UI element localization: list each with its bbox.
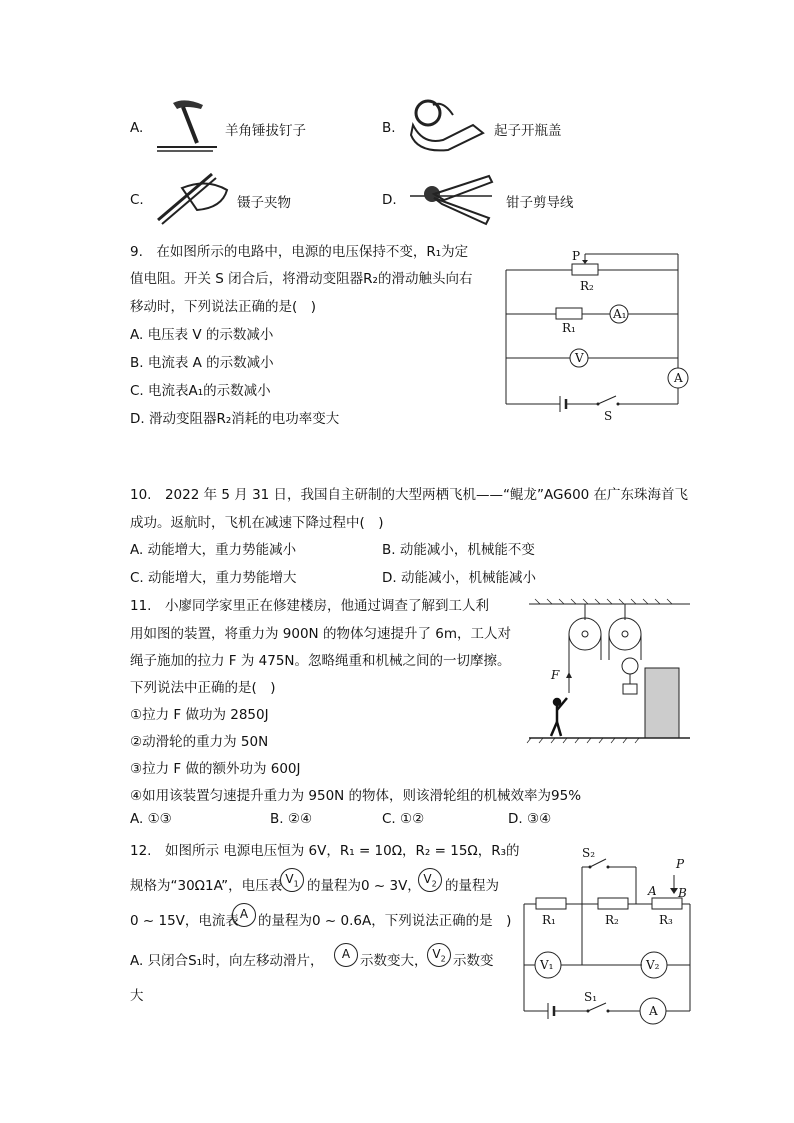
voltmeter-v2-icon-2: $V_2$ bbox=[427, 943, 451, 967]
q9-label-p: P bbox=[572, 249, 581, 263]
q9-label-a1: A₁ bbox=[613, 307, 627, 321]
q12-option-a-part3: 示数变 bbox=[453, 953, 494, 969]
q9-label-a: A bbox=[674, 371, 683, 385]
q9-stem-line2: 值电阻。开关 S 闭合后，将滑动变阻器R₂的滑动触头向右 bbox=[130, 271, 473, 287]
q10-stem-line1: 10. 2022 年 5 月 31 日，我国自主研制的大型两栖飞机——“鲲龙”AG600 在广东珠海首飞 bbox=[130, 487, 689, 503]
q12-label-p: P bbox=[676, 857, 685, 871]
q12-label-r3: R₃ bbox=[659, 913, 673, 927]
q11-statement-4: ④如用该装置匀速提升重力为 950N 的物体，则该滑轮组的机械效率为95% bbox=[130, 788, 582, 804]
hammer-image bbox=[155, 95, 230, 155]
q11-stem-line2: 用如图的装置，将重力为 900N 的物体匀速提升了 6m，工人对 bbox=[130, 626, 511, 642]
q9-label-v: V bbox=[575, 351, 584, 365]
q12-stem-line2-part2: 的量程为0 ~ 3V， bbox=[307, 878, 421, 894]
q11-option-c: C. ①② bbox=[382, 811, 425, 827]
q10-option-a: A. 动能增大，重力势能减小 bbox=[130, 542, 297, 558]
q12-stem-line1: 12. 如图所示 电源电压恒为 6V，R₁ = 10Ω，R₂ = 15Ω，R₃的 bbox=[130, 843, 520, 859]
pliers-image bbox=[404, 168, 499, 233]
q11-stem-line1: 11. 小廖同学家里正在修建楼房，他通过调查了解到工人利 bbox=[130, 598, 489, 614]
bottle-opener-image bbox=[403, 95, 493, 155]
q9-circuit-diagram bbox=[500, 248, 685, 423]
q9-option-d: D. 滑动变阻器R₂消耗的电功率变大 bbox=[130, 411, 340, 427]
q10-stem-line2: 成功。返航时，飞机在减速下降过程中( ) bbox=[130, 515, 384, 531]
q9-label-r2: R₂ bbox=[580, 279, 594, 293]
ammeter-a-icon-2: A bbox=[334, 943, 358, 967]
q11-statement-1: ①拉力 F 做功为 2850J bbox=[130, 707, 269, 723]
q10-option-d: D. 动能减小，机械能减小 bbox=[382, 570, 536, 586]
q9-option-c: C. 电流表A₁的示数减小 bbox=[130, 383, 271, 399]
q12-label-a: A bbox=[648, 884, 657, 898]
q12-label-v1: V₁ bbox=[540, 958, 554, 972]
q8-option-d-letter: D. bbox=[382, 192, 397, 208]
q8-option-b-text: 起子开瓶盖 bbox=[494, 123, 562, 139]
q8-option-a-letter: A. bbox=[130, 120, 144, 136]
q9-stem-line1: 9. 在如图所示的电路中，电源的电压保持不变，R₁为定 bbox=[130, 244, 469, 260]
q9-label-r1: R₁ bbox=[562, 321, 576, 335]
q11-option-a: A. ①③ bbox=[130, 811, 172, 827]
tweezers-image bbox=[152, 168, 237, 228]
q8-option-a-text: 羊角锤拔钉子 bbox=[225, 123, 306, 139]
q12-option-a-part4: 大 bbox=[130, 988, 144, 1004]
voltmeter-v1-icon: $V_1$ bbox=[280, 868, 304, 892]
q12-stem-line3-part2: 的量程为0 ~ 0.6A，下列说法正确的是 ) bbox=[258, 913, 512, 929]
q10-option-c: C. 动能增大，重力势能增大 bbox=[130, 570, 297, 586]
q11-label-f: F bbox=[551, 668, 560, 682]
q12-stem-line2-part1: 规格为“30Ω1A”，电压表 bbox=[130, 878, 283, 894]
q11-statement-2: ②动滑轮的重力为 50N bbox=[130, 734, 269, 750]
q12-label-b: B bbox=[678, 886, 687, 900]
q11-statement-3: ③拉力 F 做的额外功为 600J bbox=[130, 761, 301, 777]
q12-label-v2: V₂ bbox=[646, 958, 660, 972]
q8-option-d-text: 钳子剪导线 bbox=[506, 195, 574, 211]
q12-label-ammeter: A bbox=[649, 1004, 658, 1018]
q8-option-c-text: 镊子夹物 bbox=[237, 195, 291, 211]
q12-stem-line3-part1: 0 ~ 15V，电流表 bbox=[130, 913, 239, 929]
q12-option-a-part2: 示数变大， bbox=[360, 953, 428, 969]
q11-stem-line3: 绳子施加的拉力 F 为 475N。忽略绳重和机械之间的一切摩擦。 bbox=[130, 653, 511, 669]
q10-option-b: B. 动能减小，机械能不变 bbox=[382, 542, 535, 558]
q12-option-a-part1: A. 只闭合S₁时，向左移动滑片， bbox=[130, 953, 324, 969]
ammeter-a-icon: A bbox=[232, 903, 256, 927]
q12-circuit-diagram bbox=[518, 843, 696, 1023]
q12-label-s1: S₁ bbox=[584, 990, 598, 1004]
q12-stem-line2-part3: 的量程为 bbox=[445, 878, 499, 894]
q11-stem-line4: 下列说法中正确的是( ) bbox=[130, 680, 276, 696]
q11-option-d: D. ③④ bbox=[508, 811, 552, 827]
q12-label-r2: R₂ bbox=[605, 913, 619, 927]
q12-label-s2: S₂ bbox=[582, 846, 596, 860]
q11-pulley-diagram bbox=[525, 598, 693, 746]
q9-option-b: B. 电流表 A 的示数减小 bbox=[130, 355, 274, 371]
q8-option-c-letter: C. bbox=[130, 192, 144, 208]
q11-option-b: B. ②④ bbox=[270, 811, 313, 827]
q9-option-a: A. 电压表 V 的示数减小 bbox=[130, 327, 274, 343]
q9-label-s: S bbox=[604, 409, 613, 423]
q9-stem-line3: 移动时，下列说法正确的是( ) bbox=[130, 299, 317, 315]
q8-option-b-letter: B. bbox=[382, 120, 396, 136]
voltmeter-v2-icon: $V_2$ bbox=[418, 868, 442, 892]
q12-label-r1: R₁ bbox=[542, 913, 556, 927]
